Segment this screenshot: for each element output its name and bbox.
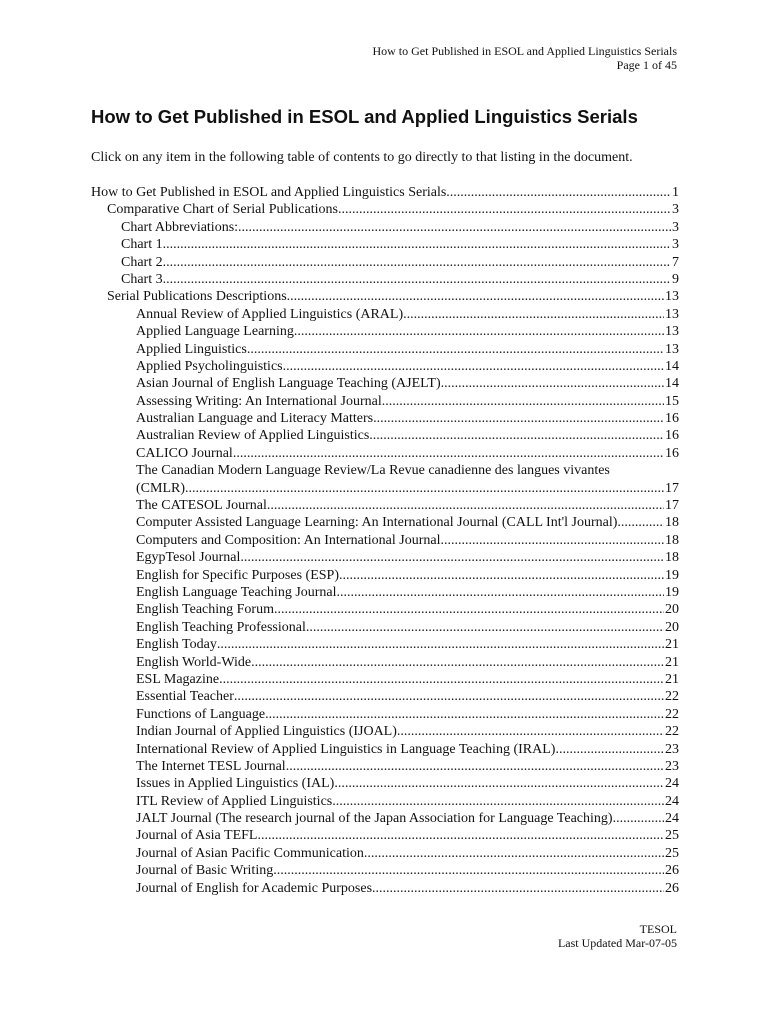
toc-entry-page: 21 (665, 671, 679, 687)
toc-dot-leader (397, 723, 664, 740)
toc-entry-page: 18 (665, 550, 679, 566)
toc-entry-title: Issues in Applied Linguistics (IAL) (136, 776, 335, 792)
toc-entry[interactable] (91, 219, 679, 236)
toc-entry-line (136, 445, 679, 462)
toc-entry-page: 25 (665, 828, 679, 844)
toc-entry-line (136, 480, 679, 497)
toc-entry-title: English for Specific Purposes (ESP) (136, 567, 339, 583)
toc-entry-page: 22 (665, 689, 679, 705)
toc-entry-title: Journal of Asian Pacific Communication (136, 845, 364, 861)
toc-entry-title: Assessing Writing: An International Journal (136, 393, 382, 409)
toc-entry[interactable] (91, 427, 679, 444)
toc-entry[interactable] (91, 810, 679, 827)
toc-entry-page: 1 (672, 185, 679, 200)
toc-entry-page: 18 (665, 532, 679, 548)
toc-entry-title: Computers and Composition: An International Journal (136, 532, 441, 548)
running-header (372, 44, 677, 72)
toc-entry[interactable] (91, 306, 679, 323)
toc-entry-line (121, 254, 679, 271)
toc-entry-page: 16 (665, 445, 679, 461)
toc-entry-page: 26 (665, 880, 679, 896)
toc-entry[interactable] (91, 410, 679, 427)
toc-entry-line (136, 584, 679, 601)
toc-dot-leader (403, 306, 664, 323)
toc-entry-page: 21 (665, 654, 679, 670)
toc-dot-leader (163, 254, 671, 271)
toc-entry[interactable] (91, 723, 679, 740)
toc-entry-line (136, 706, 679, 723)
toc-entry-title: CALICO Journal (136, 445, 233, 461)
toc-entry-title: Essential Teacher (136, 689, 234, 705)
toc-entry-line (136, 358, 679, 375)
toc-entry-page: 16 (665, 411, 679, 427)
toc-entry-line (136, 410, 679, 427)
toc-dot-leader (234, 688, 664, 705)
toc-entry[interactable] (91, 201, 679, 218)
toc-entry[interactable] (91, 184, 679, 201)
footer-last-updated: Last Updated Mar-07-05 (557, 936, 677, 950)
toc-entry[interactable] (91, 758, 679, 775)
toc-dot-leader (247, 341, 664, 358)
toc-entry[interactable] (91, 514, 679, 531)
toc-dot-leader (265, 706, 664, 723)
toc-entry-page: 13 (665, 289, 679, 305)
toc-entry-title: The Internet TESL Journal (136, 758, 286, 774)
toc-entry-title: Chart Abbreviations: (121, 219, 239, 235)
toc-dot-leader (364, 845, 664, 862)
toc-dot-leader (306, 619, 664, 636)
toc-entry-title: JALT Journal (The research journal of the Japan Association for Language Teaching) (136, 811, 613, 827)
toc-entry[interactable] (91, 271, 679, 288)
toc-dot-leader (332, 793, 664, 810)
toc-entry-title-line: The Canadian Modern Language Review/La Revue canadienne des langues vivantes (136, 463, 610, 479)
toc-entry-page: 3 (672, 219, 679, 235)
toc-entry-line (121, 236, 679, 253)
toc-entry-line (136, 601, 679, 618)
toc-dot-leader (251, 654, 664, 671)
toc-entry[interactable] (91, 462, 679, 497)
toc-entry-line (136, 393, 679, 410)
toc-entry[interactable] (91, 636, 679, 653)
toc-dot-leader (613, 810, 664, 827)
toc-entry-line (136, 862, 679, 879)
toc-dot-leader (238, 219, 671, 236)
toc-entry[interactable] (91, 393, 679, 410)
toc-entry-line (136, 845, 679, 862)
toc-entry-page: 9 (672, 271, 679, 287)
toc-entry-title: Chart 1 (121, 237, 163, 253)
toc-entry-line (136, 636, 679, 653)
toc-entry-title: Journal of Asia TEFL (136, 828, 258, 844)
toc-entry-line (136, 427, 679, 444)
toc-dot-leader (287, 288, 664, 305)
toc-entry-line (136, 549, 679, 566)
toc-dot-leader (163, 271, 671, 288)
toc-entry-title: English Language Teaching Journal (136, 585, 337, 600)
toc-entry[interactable] (91, 793, 679, 810)
toc-entry-title: Applied Psycholinguistics (136, 358, 283, 374)
toc-entry-title: Australian Language and Literacy Matters (136, 411, 374, 427)
toc-entry-page: 25 (665, 845, 679, 861)
toc-entry-line (136, 671, 679, 688)
toc-entry-line (136, 810, 679, 827)
toc-entry-title: Comparative Chart of Serial Publications (107, 202, 338, 218)
toc-entry-page: 23 (665, 758, 679, 774)
toc-entry-page: 17 (665, 498, 679, 514)
toc-entry[interactable] (91, 619, 679, 636)
toc-entry-line (136, 688, 679, 705)
toc-entry-title: How to Get Published in ESOL and Applied Linguistics Serials (91, 185, 447, 200)
toc-entry-title: Australian Review of Applied Linguistics (136, 428, 370, 444)
toc-entry-title: Asian Journal of English Language Teaching (AJELT) (136, 376, 441, 392)
toc-dot-leader (185, 480, 664, 497)
toc-dot-leader (334, 775, 664, 792)
toc-entry-title: EgypTesol Journal (136, 550, 241, 566)
toc-entry[interactable] (91, 549, 679, 566)
toc-entry-page: 24 (665, 793, 679, 809)
toc-dot-leader (555, 741, 664, 758)
toc-entry[interactable] (91, 567, 679, 584)
toc-entry-line (136, 619, 679, 636)
toc-entry[interactable] (91, 323, 679, 340)
toc-dot-leader (617, 514, 664, 531)
page-indicator: Page 1 of 45 (616, 58, 677, 72)
toc-entry[interactable] (91, 601, 679, 618)
toc-entry-page: 3 (672, 237, 679, 253)
toc-entry-title: Journal of Basic Writing (136, 863, 274, 879)
toc-dot-leader (382, 393, 664, 410)
toc-entry-line (136, 723, 679, 740)
toc-entry-title: Serial Publications Descriptions (107, 289, 287, 305)
toc-entry-title: English Teaching Professional (136, 619, 306, 635)
toc-entry-title: Journal of English for Academic Purposes (136, 880, 373, 896)
toc-entry-title: Annual Review of Applied Linguistics (ARAL) (136, 306, 404, 322)
running-footer (558, 922, 677, 950)
toc-entry[interactable] (91, 688, 679, 705)
toc-entry-page: 19 (665, 567, 679, 583)
toc-dot-leader (446, 184, 671, 201)
toc-entry-page: 13 (665, 324, 679, 340)
toc-entry[interactable] (91, 445, 679, 462)
toc-entry-page: 17 (665, 480, 679, 496)
toc-dot-leader (257, 827, 664, 844)
toc-entry-title: ITL Review of Applied Linguistics (136, 793, 333, 809)
toc-entry[interactable] (91, 862, 679, 879)
toc-entry-line (121, 219, 679, 236)
toc-entry-line (136, 741, 679, 758)
toc-entry-page: 16 (665, 428, 679, 444)
toc-entry-title: Indian Journal of Applied Linguistics (IJOAL) (136, 724, 397, 740)
toc-entry-title: English Teaching Forum (136, 602, 274, 618)
toc-entry-page: 22 (665, 706, 679, 722)
toc-entry-line (136, 532, 679, 549)
toc-entry-page: 26 (665, 863, 679, 879)
toc-dot-leader (440, 532, 664, 549)
toc-entry[interactable] (91, 584, 679, 601)
toc-entry-title: Computer Assisted Language Learning: An International Journal (CALL Int'l Journal) (136, 515, 618, 531)
toc-dot-leader (233, 445, 664, 462)
toc-entry-page: 3 (672, 202, 679, 218)
toc-dot-leader (286, 758, 664, 775)
toc-entry[interactable] (91, 375, 679, 392)
toc-dot-leader (267, 497, 664, 514)
toc-entry[interactable] (91, 880, 679, 897)
toc-entry[interactable] (91, 236, 679, 253)
toc-dot-leader (372, 880, 664, 897)
toc-dot-leader (240, 549, 664, 566)
toc-entry-line (136, 306, 679, 323)
toc-dot-leader (337, 584, 664, 601)
toc-entry[interactable] (91, 741, 679, 758)
toc-entry-title: (CMLR) (136, 480, 185, 496)
toc-entry[interactable] (91, 845, 679, 862)
toc-entry-title: English World-Wide (136, 654, 252, 670)
toc-entry-line (136, 375, 679, 392)
toc-dot-leader (373, 410, 664, 427)
toc-entry-title: Chart 2 (121, 254, 163, 270)
toc-entry-title: English Today (136, 637, 217, 653)
toc-entry-title: Applied Language Learning (136, 324, 294, 340)
toc-entry-line (136, 341, 679, 358)
toc-dot-leader (219, 671, 664, 688)
toc-entry-page: 24 (665, 776, 679, 792)
toc-entry[interactable] (91, 254, 679, 271)
toc-entry-line (136, 514, 679, 531)
toc-entry-line (121, 271, 679, 288)
toc-entry-title: Chart 3 (121, 271, 163, 287)
toc-entry-page: 14 (665, 358, 679, 374)
toc-entry-line (107, 288, 679, 305)
toc-entry[interactable] (91, 671, 679, 688)
toc-entry-line (136, 827, 679, 844)
toc-entry[interactable] (91, 827, 679, 844)
toc-entry-page: 20 (665, 602, 679, 618)
toc-dot-leader (338, 201, 671, 218)
toc-entry-page: 7 (672, 254, 679, 270)
toc-dot-leader (163, 236, 671, 253)
toc-entry-page: 15 (665, 393, 679, 409)
toc-entry-title: The CATESOL Journal (136, 498, 267, 514)
toc-entry-line (136, 793, 679, 810)
document-title: How to Get Published in ESOL and Applied Linguistics Serials (91, 106, 638, 127)
toc-entry-title: ESL Magazine (136, 671, 220, 687)
toc-entry-page: 19 (665, 585, 679, 600)
intro-text: Click on any item in the following table of contents to go directly to that listing in the document. (91, 150, 633, 165)
toc-dot-leader (441, 375, 664, 392)
toc-entry-page: 22 (665, 724, 679, 740)
toc-dot-leader (369, 427, 664, 444)
table-of-contents (91, 184, 679, 897)
toc-entry-line (136, 654, 679, 671)
toc-entry[interactable] (91, 358, 679, 375)
toc-entry-title: International Review of Applied Linguistics in Language Teaching (IRAL) (136, 741, 556, 757)
running-header-title: How to Get Published in ESOL and Applied Linguistics Serials (372, 44, 677, 58)
toc-entry[interactable] (91, 341, 679, 358)
toc-entry-page: 14 (665, 376, 679, 392)
toc-dot-leader (339, 567, 664, 584)
toc-entry-line (136, 775, 679, 792)
toc-dot-leader (273, 862, 664, 879)
toc-entry-line (91, 184, 679, 201)
toc-entry-line (107, 201, 679, 218)
toc-entry-page: 23 (665, 741, 679, 757)
toc-dot-leader (274, 601, 664, 618)
toc-entry[interactable] (91, 706, 679, 723)
toc-entry-page: 20 (665, 619, 679, 635)
toc-entry-page: 13 (665, 306, 679, 322)
toc-entry-page: 18 (665, 515, 679, 531)
toc-entry-line (136, 880, 679, 897)
toc-dot-leader (294, 323, 664, 340)
toc-entry-line (136, 497, 679, 514)
toc-entry[interactable] (91, 532, 679, 549)
toc-dot-leader (283, 358, 664, 375)
toc-entry-page: 24 (665, 811, 679, 827)
toc-entry-title: Applied Linguistics (136, 341, 247, 357)
toc-entry[interactable] (91, 775, 679, 792)
toc-entry-page: 13 (665, 341, 679, 357)
toc-entry-line (136, 567, 679, 584)
toc-entry[interactable] (91, 497, 679, 514)
toc-entry-page: 21 (665, 637, 679, 653)
toc-entry[interactable] (91, 288, 679, 305)
footer-org: TESOL (639, 922, 677, 936)
toc-dot-leader (217, 636, 664, 653)
toc-entry[interactable] (91, 654, 679, 671)
toc-entry-line (136, 758, 679, 775)
toc-entry-line (136, 323, 679, 340)
toc-entry-title: Functions of Language (136, 706, 266, 722)
